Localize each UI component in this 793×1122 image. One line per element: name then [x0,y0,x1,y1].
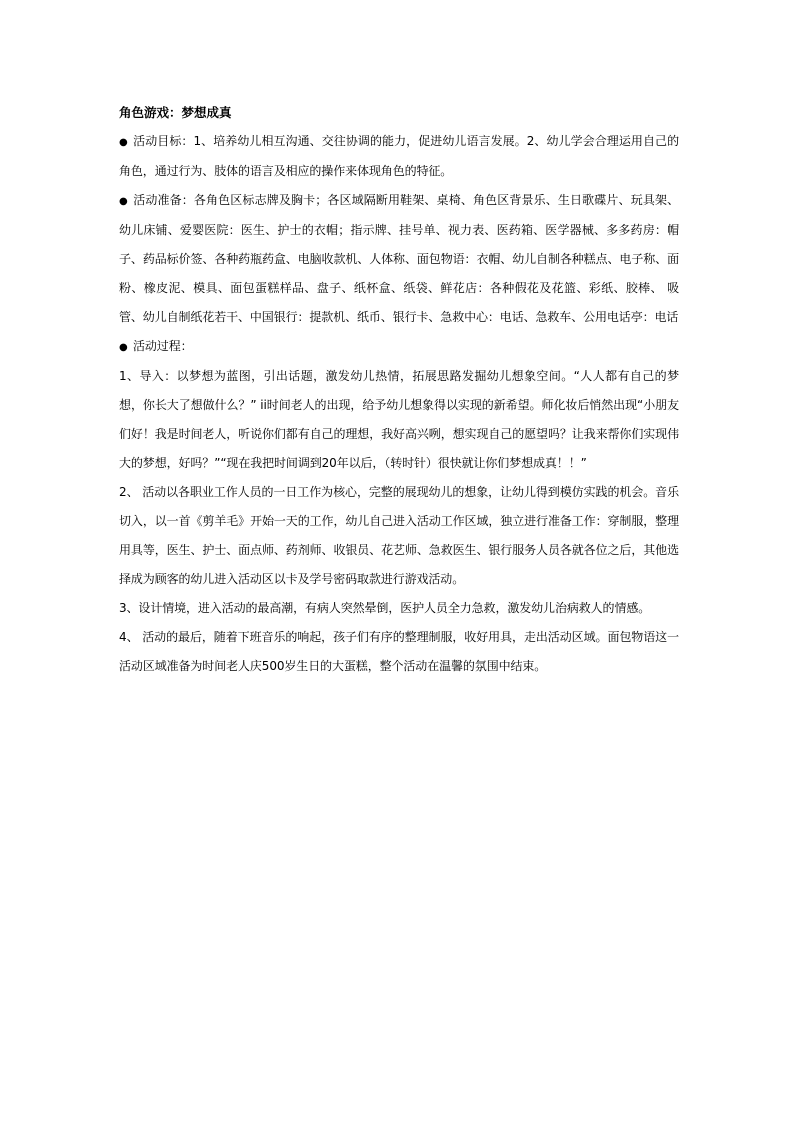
step-2-paragraph: 2、 活动以各职业工作人员的一日工作为核心，完整的展现幼儿的想象，让幼儿得到模仿实践的机会。音乐切入，以一首《剪羊毛》开始一天的工作，幼儿自己进入活动工作区域，独立进行准备工作：穿制服，整理用具等，医生、护士、面点师、药剂师、收银员、花艺师、急救医生、银行服务人员各就各位之后，其他选择成为顾客的幼儿进入活动区以卡及学号密码取款进行游戏活动。 [119,485,679,586]
document-page [119,98,679,681]
step-4-paragraph: 4、 活动的最后，随着下班音乐的响起，孩子们有序的整理制服，收好用具，走出活动区域。面包物语这一活动区域准备为时间老人庆500岁生日的大蛋糕，整个活动在温馨的氛围中结束。 [119,630,679,673]
bullet-icon: ● [119,137,128,148]
bullet-icon: ● [119,196,128,207]
document-title: 角色游戏：梦想成真 [119,105,232,120]
process-heading [119,332,679,362]
prep-paragraph [119,186,679,332]
step-3-paragraph: 3、设计情境，进入活动的最高潮，有病人突然晕倒，医护人员全力急救，激发幼儿治病救人的情感。 [119,601,651,615]
step-1-paragraph: 1、导入：以梦想为蓝图，引出话题，激发幼儿热情，拓展思路发掘幼儿想象空间。“人人都有自己的梦想，你长大了想做什么？” ii时间老人的出现，给予幼儿想象得以实现的新希望。师化妆后悄然出现“小朋友们好！我是时间老人，听说你们都有自己的理想，我好高兴咧，想实现自己的愿望吗？让我来帮你们实现伟大的梦想，好吗？”“现在我把时间调到20年以后，（转时针）很快就让你们梦想成真！！” [119,369,679,470]
process-heading-text: 活动过程： [133,339,193,353]
goal-paragraph [119,127,679,186]
bullet-icon: ● [119,342,128,353]
prep-text: 活动准备：各角色区标志牌及胸卡；各区域隔断用鞋架、桌椅、角色区背景乐、生日歌碟片、玩具架、幼儿床铺、爱婴医院：医生、护士的衣帽；指示牌、挂号单、视力表、医药箱、医学器械、多多药房：帽子、药品标价签、各种药瓶药盒、电脑收款机、人体称、面包物语：衣帽、幼儿自制各种糕点、电子称、面粉、橡皮泥、模具、面包蛋糕样品、盘子、纸杯盒、纸袋、鲜花店：各种假花及花篮、彩纸、胶棒、 吸管、幼儿自制纸花若干、中国银行：提款机、纸币、银行卡、急救中心：电话、急救车、公用电话亭：电话 [119,193,679,324]
goal-text: 活动目标：1、培养幼儿相互沟通、交往协调的能力，促进幼儿语言发展。2、幼儿学会合理运用自己的角色，通过行为、肢体的语言及相应的操作来体现角色的特征。 [119,134,679,178]
